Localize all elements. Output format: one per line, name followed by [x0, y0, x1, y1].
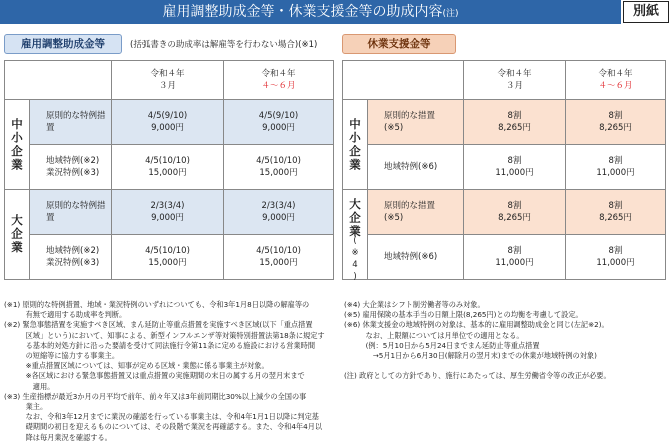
note-line: る基本的対処方針に沿った要請を受けて同法施行令第11条に定める施設における営業時間	[4, 340, 316, 350]
note-line: 区域」という)において、知事による、新型インフルエンザ等対策特別措置法第18条に規定す	[4, 330, 325, 340]
employment-row-label	[29, 189, 112, 235]
employment-aprjun-value-line: 4/5(10/10)	[256, 156, 301, 166]
leave-large-label	[342, 189, 368, 284]
employment-march-value-line: 15,000円	[148, 258, 187, 268]
employment-row-label-line: 原則的な特例措置	[46, 111, 106, 133]
employment-aprjun-value-line: 2/3(3/4)	[261, 201, 296, 211]
employment-col-march	[111, 60, 224, 100]
leave-aprjun-value-line: 8,265円	[599, 123, 632, 133]
employment-march-value-line: 2/3(3/4)	[150, 201, 185, 211]
employment-row-label	[29, 99, 112, 145]
col-month: ４～６月	[598, 81, 633, 91]
leave-row-label	[367, 99, 464, 145]
note-line: (※6) 休業支援金の地域特例の対象は、基本的に雇用調整助成金と同じ(左記※2)。	[344, 320, 609, 330]
employment-sme-label	[4, 99, 30, 190]
title-note: (注)	[442, 9, 459, 19]
col-year: 令和４年	[497, 69, 532, 79]
employment-aprjun-value-line: 9,000円	[262, 123, 295, 133]
col-month: ４～６月	[261, 81, 296, 91]
large-label-text: 大企業	[10, 214, 24, 255]
note-line: ※重点措置区域については、知事が定める区域・業態に係る事業主が対象。	[4, 361, 269, 371]
leave-march-value-line: 8割	[507, 156, 522, 166]
leave-march-value-line: 8,265円	[498, 213, 531, 223]
employment-march-value	[111, 144, 224, 190]
employment-march-value-line: 4/5(9/10)	[147, 111, 188, 121]
note-line: 適用。	[4, 381, 55, 391]
employment-row-label	[29, 144, 112, 190]
leave-march-value-line: 8,265円	[498, 123, 531, 133]
employment-aprjun-value	[223, 144, 334, 190]
note-line: なお、上限額については月単位での適用となる。	[344, 330, 524, 340]
employment-row-label-line: 業況特例(※3)	[46, 168, 100, 178]
note-line: なお、令和3年12月までに業況の確認を行っている事業主は、令和4年1月1日以降に判定基	[4, 412, 319, 422]
employment-aprjun-value	[223, 99, 334, 145]
employment-aprjun-value	[223, 189, 334, 235]
employment-aprjun-value-line: 15,000円	[259, 168, 298, 178]
leave-aprjun-value	[565, 189, 666, 235]
employment-col-aprjun	[223, 60, 334, 100]
leave-aprjun-value-line: 11,000円	[596, 258, 635, 268]
employment-aprjun-value	[223, 234, 334, 280]
leave-corner-cell	[342, 60, 464, 100]
note-line: ※各区域における緊急事態措置又は重点措置の実施期間の末日の属する月の翌月末まで	[4, 371, 305, 381]
employment-row-label-line: 地域特例(※2)	[46, 246, 100, 256]
employment-march-value-line: 4/5(10/10)	[145, 156, 190, 166]
employment-march-value-line: 15,000円	[148, 168, 187, 178]
employment-section-label: 雇用調整助成金等	[4, 34, 122, 54]
note-line: (※1) 原則的な特例措置、地域・業況特例のいずれについても、令和3年1月8日以降の解雇等の	[4, 300, 310, 309]
leave-row-label-line: 原則的な措置	[384, 111, 436, 121]
note-line: (※4) 大企業はシフト制労働者等のみ対象。	[344, 300, 485, 309]
note-line: の短縮等に協力する事業主。	[4, 351, 120, 361]
notes-right	[344, 300, 666, 382]
note-line: 降は毎月業況を確認する。	[4, 432, 112, 442]
employment-row-label-line: 業況特例(※3)	[46, 258, 100, 268]
leave-march-value-line: 8割	[507, 111, 522, 121]
page-title: 雇用調整助成金等・休業支援金等の助成内容	[162, 4, 443, 20]
employment-march-value	[111, 99, 224, 145]
sme-label-text: 中小企業	[348, 117, 362, 172]
employment-note: (括弧書きの助成率は解雇等を行わない場合)(※1)	[130, 40, 318, 50]
employment-march-value-line: 9,000円	[151, 213, 184, 223]
leave-row-label-line: 地域特例(※6)	[384, 252, 438, 262]
employment-march-value-line: 9,000円	[151, 123, 184, 133]
leave-march-value-line: 11,000円	[495, 258, 534, 268]
note-line: 有無で適用する助成率を判断。	[4, 310, 127, 320]
employment-row-label-line: 原則的な特例措置	[46, 201, 106, 223]
leave-march-value-line: 8割	[507, 246, 522, 256]
exhibit-label: 別紙	[623, 1, 669, 23]
leave-section-label: 休業支援金等	[342, 34, 456, 54]
leave-aprjun-value-line: 8,265円	[599, 213, 632, 223]
large-label-text: 大企業	[348, 198, 362, 239]
sme-label-text: 中小企業	[10, 117, 24, 172]
col-year: 令和４年	[598, 69, 633, 79]
leave-row-label	[367, 189, 464, 235]
note-line: (※5) 雇用保険の基本手当の日額上限(8,265円)との均衡を考慮して設定。	[344, 310, 583, 320]
leave-row-label	[367, 234, 464, 280]
leave-row-label-line: (※5)	[384, 123, 404, 133]
leave-aprjun-value-line: 8割	[608, 111, 623, 121]
leave-aprjun-value-line: 8割	[608, 246, 623, 256]
col-year: 令和４年	[150, 69, 185, 79]
employment-corner-cell	[4, 60, 112, 100]
note-line: 礎期間の初日を迎えるものについては、その段階で業況を再確認する。また、令和4年4月以	[4, 422, 323, 432]
employment-march-value	[111, 234, 224, 280]
employment-aprjun-value-line: 15,000円	[259, 258, 298, 268]
note-line: (※3) 生産指標が最近3か月の月平均で前年、前々年又は3年前同期比30%以上減少の全国の事	[4, 391, 307, 401]
leave-aprjun-value	[565, 234, 666, 280]
leave-aprjun-value-line: 8割	[608, 201, 623, 211]
employment-aprjun-value-line: 4/5(9/10)	[258, 111, 299, 121]
note-line: (例：5月10日から5月24日までまん延防止等重点措置	[344, 340, 540, 350]
col-month: ３月	[158, 81, 176, 91]
employment-march-value	[111, 189, 224, 235]
note-line: (注) 政府としての方針であり、施行にあたっては、厚生労働省令等の改正が必要。	[344, 371, 611, 381]
leave-sme-label	[342, 99, 368, 190]
leave-col-aprjun	[565, 60, 666, 100]
col-year: 令和４年	[261, 69, 296, 79]
leave-row-label	[367, 144, 464, 190]
employment-aprjun-value-line: 4/5(10/10)	[256, 246, 301, 256]
leave-march-value	[463, 99, 566, 145]
title-bar	[0, 0, 621, 24]
employment-row-label	[29, 234, 112, 280]
leave-march-value	[463, 144, 566, 190]
leave-col-march	[463, 60, 566, 100]
employment-row-label-line: 地域特例(※2)	[46, 156, 100, 166]
leave-march-value	[463, 234, 566, 280]
note-line	[344, 361, 666, 371]
note-line: (※2) 緊急事態措置を実施すべき区域、まん延防止等重点措置を実施すべき区域(以下「重点措置	[4, 320, 313, 330]
leave-aprjun-value	[565, 99, 666, 145]
employment-aprjun-value-line: 9,000円	[262, 213, 295, 223]
leave-aprjun-value	[565, 144, 666, 190]
employment-march-value-line: 4/5(10/10)	[145, 246, 190, 256]
note-line: 業主。	[4, 402, 48, 412]
leave-march-value	[463, 189, 566, 235]
note-line: →5月1日から6月30日(解除月の翌月末)までの休業が地域特例の対象)	[344, 351, 597, 361]
leave-march-value-line: 11,000円	[495, 168, 534, 178]
notes-left	[4, 300, 338, 443]
leave-march-value-line: 8割	[507, 201, 522, 211]
leave-aprjun-value-line: 8割	[608, 156, 623, 166]
employment-large-label	[4, 189, 30, 280]
leave-row-label-line: 原則的な措置	[384, 201, 436, 211]
leave-row-label-line: 地域特例(※6)	[384, 162, 438, 172]
leave-row-label-line: (※5)	[384, 213, 404, 223]
large-label-note: (※4)	[350, 235, 360, 284]
leave-aprjun-value-line: 11,000円	[596, 168, 635, 178]
col-month: ３月	[505, 81, 523, 91]
